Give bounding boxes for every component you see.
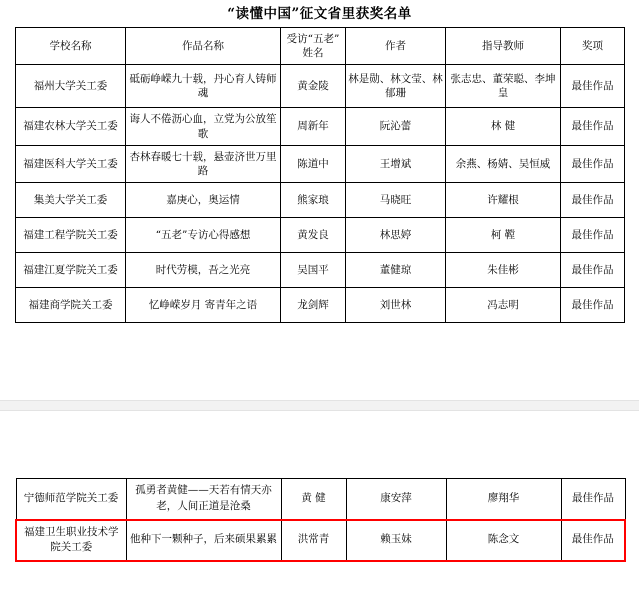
cell-school: 宁德师范学院关工委 bbox=[16, 479, 126, 520]
table-header-row bbox=[16, 28, 625, 65]
page-title: “读懂中国”征文省里获奖名单 bbox=[227, 6, 412, 22]
cell-work: 诲人不倦沥心血，立党为公放笙歌 bbox=[126, 108, 281, 145]
table-row bbox=[16, 253, 625, 288]
cell-prize: 最佳作品 bbox=[561, 65, 625, 108]
cell-school: 集美大学关工委 bbox=[16, 183, 126, 218]
column-header-elder bbox=[281, 28, 346, 65]
table-row bbox=[16, 479, 625, 520]
cell-work: 嘉庚心，奥运情 bbox=[126, 183, 281, 218]
cell-mentor: 陈念文 bbox=[446, 520, 561, 562]
cell-school: 福建卫生职业技术学院关工委 bbox=[16, 520, 126, 562]
cell-school: 福建商学院关工委 bbox=[16, 288, 126, 323]
table-row-highlighted bbox=[16, 520, 625, 562]
cell-author: 阮沁蕾 bbox=[346, 108, 446, 145]
cell-prize: 最佳作品 bbox=[561, 288, 625, 323]
awards-table-continued bbox=[15, 478, 626, 562]
table-row bbox=[16, 183, 625, 218]
cell-author: 王增斌 bbox=[346, 145, 446, 182]
cell-prize: 最佳作品 bbox=[561, 145, 625, 182]
cell-author: 赖玉妹 bbox=[346, 520, 446, 562]
cell-school: 福建农林大学关工委 bbox=[16, 108, 126, 145]
column-header-work: 作品名称 bbox=[126, 28, 281, 65]
cell-work: 杏林春暖七十载，悬壶济世万里路 bbox=[126, 145, 281, 182]
cell-prize: 最佳作品 bbox=[561, 218, 625, 253]
column-header-mentor: 指导教师 bbox=[446, 28, 561, 65]
page-break-separator bbox=[0, 400, 639, 411]
cell-author: 康安萍 bbox=[346, 479, 446, 520]
cell-author: 林是勋、林文莹、林郁珊 bbox=[346, 65, 446, 108]
cell-work: 忆峥嵘岁月 寄青年之语 bbox=[126, 288, 281, 323]
cell-author: 林思婷 bbox=[346, 218, 446, 253]
column-header-elder-line2: 姓名 bbox=[302, 47, 324, 60]
cell-elder: 黄 健 bbox=[281, 479, 346, 520]
cell-author: 董健琼 bbox=[346, 253, 446, 288]
column-header-school: 学校名称 bbox=[16, 28, 126, 65]
column-header-elder-line1: 受访“五老” bbox=[286, 33, 340, 45]
awards-table bbox=[15, 27, 625, 323]
cell-elder: 周新年 bbox=[281, 108, 346, 145]
cell-author: 马晓旺 bbox=[346, 183, 446, 218]
cell-school: 福州大学关工委 bbox=[16, 65, 126, 108]
cell-school: 福建医科大学关工委 bbox=[16, 145, 126, 182]
column-header-author: 作者 bbox=[346, 28, 446, 65]
cell-elder: 黄金陵 bbox=[281, 65, 346, 108]
cell-mentor: 许耀根 bbox=[446, 183, 561, 218]
cell-prize: 最佳作品 bbox=[561, 183, 625, 218]
cell-author: 刘世林 bbox=[346, 288, 446, 323]
cell-work: 时代劳模，吾之光亮 bbox=[126, 253, 281, 288]
cell-elder: 洪常青 bbox=[281, 520, 346, 562]
cell-elder: 熊家琅 bbox=[281, 183, 346, 218]
table-row bbox=[16, 288, 625, 323]
table-row bbox=[16, 218, 625, 253]
cell-prize: 最佳作品 bbox=[561, 479, 625, 520]
cell-elder: 龙剑辉 bbox=[281, 288, 346, 323]
cell-mentor: 柯 鞺 bbox=[446, 218, 561, 253]
cell-mentor: 廖翔华 bbox=[446, 479, 561, 520]
cell-prize: 最佳作品 bbox=[561, 520, 625, 562]
cell-work: “五老”专访心得感想 bbox=[126, 218, 281, 253]
cell-mentor: 余燕、杨婧、吴恒威 bbox=[446, 145, 561, 182]
cell-prize: 最佳作品 bbox=[561, 108, 625, 145]
cell-elder: 黄发良 bbox=[281, 218, 346, 253]
table-row bbox=[16, 108, 625, 145]
cell-elder: 陈道中 bbox=[281, 145, 346, 182]
cell-mentor: 林 健 bbox=[446, 108, 561, 145]
cell-mentor: 张志忠、董荣聪、李坤皇 bbox=[446, 65, 561, 108]
awards-table-part-two bbox=[0, 478, 639, 562]
cell-mentor: 朱佳彬 bbox=[446, 253, 561, 288]
cell-elder: 吴国平 bbox=[281, 253, 346, 288]
column-header-prize: 奖项 bbox=[561, 28, 625, 65]
table-row bbox=[16, 145, 625, 182]
cell-mentor: 冯志明 bbox=[446, 288, 561, 323]
cell-school: 福建江夏学院关工委 bbox=[16, 253, 126, 288]
cell-work: 他种下一颗种子，后来硕果累累 bbox=[126, 520, 281, 562]
table-row bbox=[16, 65, 625, 108]
cell-school: 福建工程学院关工委 bbox=[16, 218, 126, 253]
cell-work: 砥砺峥嵘九十载，丹心育人铸师魂 bbox=[126, 65, 281, 108]
cell-work: 孤勇者黄健——天若有情天亦老，人间正道是沧桑 bbox=[126, 479, 281, 520]
cell-prize: 最佳作品 bbox=[561, 253, 625, 288]
